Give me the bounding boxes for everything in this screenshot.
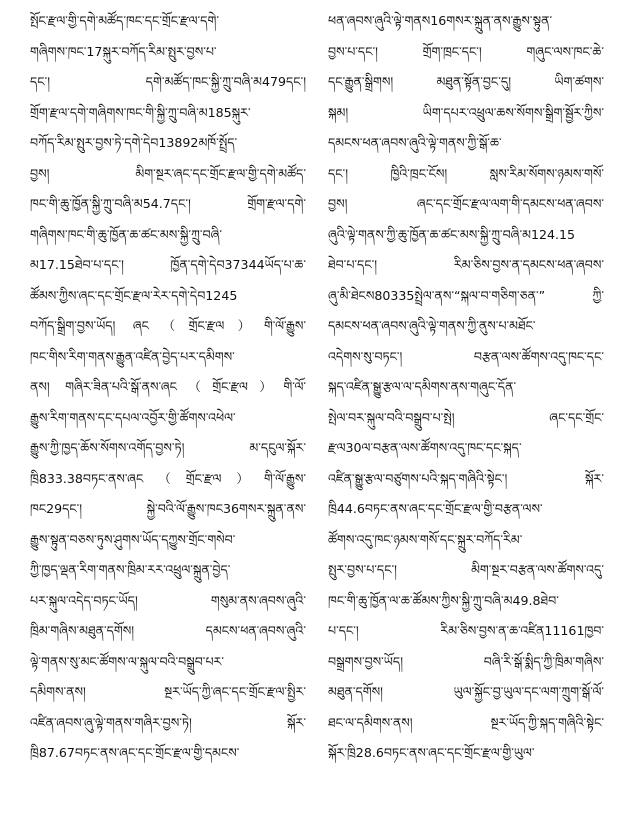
right-column-line-18: ཚོགས་འདུ་ཁང་ཉམས་གསོ་དང་སྐྲུར་བཀོད་རིམ་ [328,531,523,547]
left-column-line-4: གྲོག་རྫལ་དགེ་གཞིགས་ཁང་གི་སྐྱི་ཀྲུ་བཞི་མ185སྐུར་ [30,104,251,120]
left-column-line-23: དམིགས་ནས། སྔར་ཡོད་ཀྱི་ཞང་དང་གྲོང་རྫལ་སྤྱིར་ [30,684,306,699]
left-column-line-6: བྱས། མིག་སྔར་ཞང་དང་གྲོང་རྫལ་གྱི་དགེ་མཚོད་ [30,165,306,181]
left-column-line-7: ཁང་གི་ཆུ་ཁྱོན་སྐྱི་ཀྲུ་བཞི་མ54.7དང་། གྲོག་རྫལ་དགེ་ [30,196,306,211]
left-column-line-10: ཚོམས་ཀྱིས་ཞང་དང་གྲོང་རྫལ་རེར་དགེ་དེབ1245 [30,287,238,303]
left-column-line-19: ཀྱི་ཁྱད་ལྡན་རིག་གནས་ཁྲིམ་རར་འཕྲུལ་སྐྲུན་བྱེད་ [30,562,231,577]
left-column-line-16: ཁྲི833.38བཏང་ནས་ཞང（གྲོང་རྫལ）གི་ལོ་རྒྱུས་ [30,470,306,486]
left-column-line-13: ནས། གཞིར་ཟིན་པའི་སྒོ་ནས་ཞང（གྲོང་རྫལ）གི་ལོ་ [30,379,306,394]
left-column-line-18: རྒྱུས་སྟུན་བཅས་ཏུས་ཤུགས་ཡོད་དཀྱུས་གྲོང་གསེབ་ [30,531,236,547]
right-column-line-9: ཐེབ་པ་དང་། རིམ་ཅིས་བྱས་ན་དམངས་ཕན་ཞབས་ [328,257,604,272]
right-column-line-21: པ་དང་། རིམ་ཅིས་བྱས་ན་ཆ་འཛིན11161ཁྱབ་ [328,623,604,638]
right-text-column [328,6,604,769]
left-column-line-20: པར་སྐུལ་འདེད་བཏང་ཡོད། གསུམ་ནས་ཞབས་ཞུའི་ [30,592,306,608]
right-column-line-22: བསྒྲགས་བྱས་ཡོད། བཞི་རི་སྒོ་སྨིད་ཀྱི་ཁྲིམ་གཞིས་ [328,653,604,669]
right-column-line-7: བྱས། ཞང་དང་གྲོང་རྫལ་ལག་གི་དམངས་ཕན་ཞབས་ [328,196,604,211]
left-column-line-11: བཀོད་སྒྲིག་བྱས་ཡོད། ཞང（གྲོང་རྫལ）གི་ལོ་རྒྱུས་ [30,318,306,333]
right-column-line-8: ཞུའི་ལྟེ་གནས་ཀྱི་ཆུ་ཁྱོན་ཆ་ཚང་མས་སྐྱི་ཀྲུ་བཞི་མ124.15 [328,226,576,242]
left-column-line-9: མ17.15ཐེབ་པ་དང་། ཁྱོན་དགེ་དེབ37344ཡོད་པ་ཆ་ [30,257,306,272]
right-column-line-6: དང་། ཁྱིའི་ཁྲང་ངོས། སླས་རིམ་སོགས་ཉམས་གསོ་ [328,165,604,181]
right-column-line-15: རྫལ30ལ་བརྩན་ལས་ཚོགས་འདུ་ཁང་དང་སྐད་ [328,440,522,455]
right-column-line-25: སྐོར་ཁྲི28.6བཏང་ནས་ཞང་དང་གྲོང་རྫལ་གྱི་ཡུལ་ [328,745,535,760]
left-column-line-1: སྤོང་རྫལ་གྱི་དགེ་མཚོད་ཁང་དང་གྲོང་རྫལ་དགེ་ [30,13,219,28]
left-column-line-2: གཞིགས་ཁང་17སྐུར་བཀོད་རིམ་སྤུར་བྱས་པ་ [30,43,217,59]
right-column-line-1: ཕན་ཞབས་ཞུའི་ལྟེ་གནས16གསར་སྐྲུན་ནས་རྒྱུས་སྟུན་ [328,13,553,28]
right-column-line-3: དང་རྒྱུན་སྒྲིགས། མཐུན་སྟོན་བྱང་དུ། ཡིག་ཚགས་ [328,74,604,89]
right-column-line-16: འཛིན་སྒྱུ་རྩལ་བཙུགས་པའི་སྐད་གཞིའི་སྟེང་། སྐོར་ [328,470,604,486]
right-column-line-10: ཞུ་མི་ཐེངས80335སྤྲེལ་ནས་“སྐལ་བ་གཅིག་ཅན་” ཀྱི་ [328,287,604,303]
right-column-line-20: ཁང་གི་ཆུ་ཁྱོན་ལ་ཆ་ཚོམས་ཀྱིས་སྐྱི་ཀྲུ་བཞི་མ49.8ཐེབ་ [328,592,559,608]
left-column-line-25: ཁྲི87.67བཏང་ནས་ཞང་དང་གྲོང་རྫལ་གྱི་དམངས་ [30,745,240,760]
left-column-line-24: འཛིན་ཞབས་ཞུ་ལྟེ་གནས་གཞིར་བྱས་ཏེ། སྐོར་ [30,714,306,730]
left-column-line-8: གཞིགས་ཁང་གི་ཆུ་ཁྱོན་ཆ་ཚང་མས་སྐྱི་ཀྲུ་བཞི་ [30,226,223,242]
right-column-line-24: ཐང་ལ་དམིགས་ནས། སྔར་ཡོད་ཀྱི་སྐད་གཞིའི་སྟེང་ [328,714,604,730]
left-column-line-21: ཁྲིམ་གཞིས་མཐུན་དགོས། དམངས་ཕན་ཞབས་ཞུའི་ [30,623,306,638]
right-column-line-19: སྤུར་བྱས་པ་དང་། མིག་སྔར་བརྩན་ལས་ཚོགས་འདུ་ [328,562,604,577]
right-column-line-2: བྱས་པ་དང་། གྲོག་ཁྲང་དང་། གཞུང་ལས་ཁང་ཆེ་ [328,43,604,59]
left-column-line-17: ཁང29དང་། སྐྱེ་བའི་ལོ་རྒྱུས་ཁང36གསར་སྐྲུན་ནས་ [30,501,306,516]
left-column-line-15: རྒྱུས་ཀྱི་ཁྱད་ཆོས་སོགས་འགོད་བྱས་ཏེ། མ་དངུལ་སྐོར་ [30,440,306,455]
left-column-line-14: རྒྱུས་རིག་གནས་དང་དཔལ་འབྱོར་གྱི་ཚོགས་འཕེལ་ [30,409,236,425]
right-column-line-13: སྐད་འཛིན་སྒྱུ་རྩལ་ལ་དམིགས་ནས་གཞུང་དོན་ [328,379,517,394]
right-column-line-4: སྐམ། ཡིག་དཔར་འཕྲུལ་ཆས་སོགས་སྒྲིག་སྦྱོར་ཀྱིས་ [328,104,604,120]
left-column-line-3: དང་། དགེ་མཚོད་ཁང་སྐྱི་ཀྲུ་བཞི་མ479དང་། [30,74,306,89]
right-column-line-5: དམངས་ཕན་ཞབས་ཞུའི་ལྟེ་གནས་ཀྱི་སྒོ་ཆ་ [328,135,502,150]
right-column-line-11: དམངས་ཕན་ཞབས་ཞུའི་ལྟེ་གནས་ཀྱི་ནུས་པ་མཐོང་ [328,318,536,333]
right-column-line-14: སྤེལ་བར་སྐུལ་བའི་བསྒྲུབ་པ་སྤེ། ཞང་དང་གྲོང་ [328,409,604,425]
right-column-line-12: འདེགས་སུ་བཏང་། བརྩན་ལས་ཚོགས་འདུ་ཁང་དང་ [328,348,604,364]
right-column-line-23: མཐུན་དགོས། ཡུལ་སྐྱོང་བྱ་ཡུལ་དང་ལག་ཀྲུག་སྒོ་ལོ་ [328,684,604,699]
left-text-column [30,6,306,769]
left-column-line-5: བཀོད་རིམ་སྤུར་བྱས་ཏེ་དགེ་དེབ13892མཁོ་སྤྲོད་ [30,135,238,150]
right-column-line-17: ཁྲི44.6བཏང་ནས་ཞང་དང་གྲོང་རྫལ་གྱི་བརྩན་ལས་ [328,501,543,516]
left-column-line-12: ཁང་གིས་རིག་གནས་རྒྱུན་འཛིན་བྱེད་པར་དམིགས་ [30,348,235,364]
left-column-line-22: ལྟེ་གནས་སུ་མང་ཚོགས་ལ་སྐུལ་བའི་བསྒྲུབ་པར་ [30,653,225,669]
